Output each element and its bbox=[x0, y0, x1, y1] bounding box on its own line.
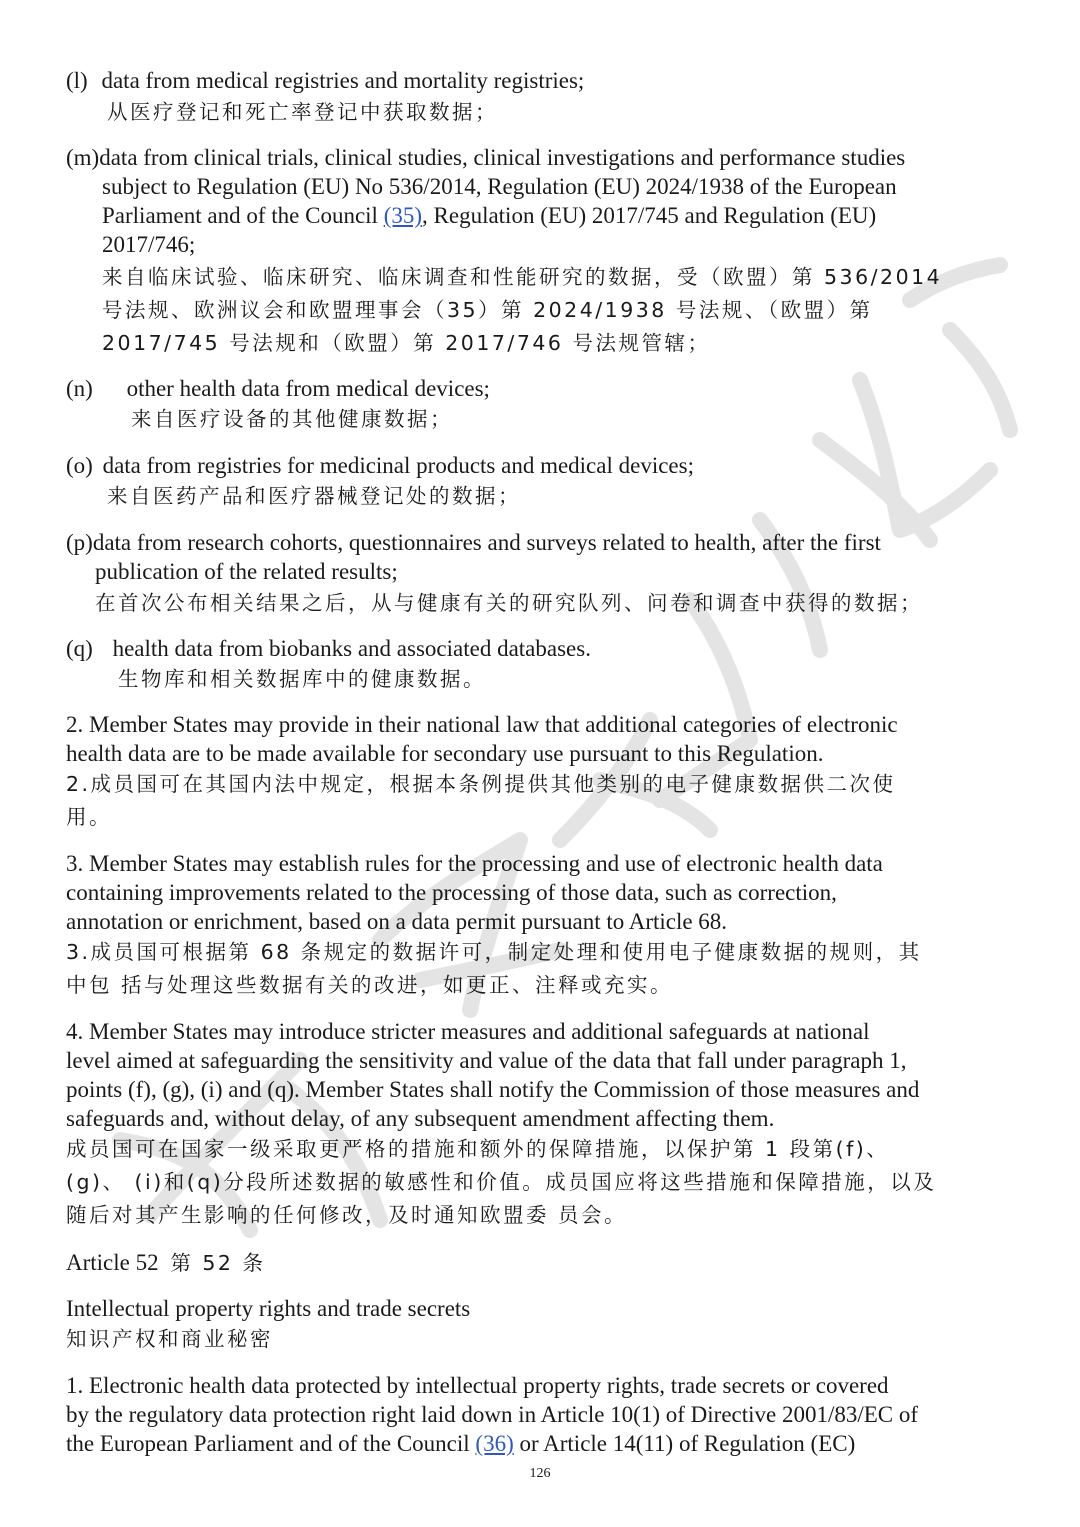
para-3-en-1: 3. Member States may establish rules for the processing and use of electronic health data bbox=[66, 851, 883, 876]
item-m-en-3: Parliament and of the Council (35), Regulation (EU) 2017/745 and Regulation (EU) bbox=[102, 203, 877, 228]
para-2-en-2: health data are to be made available for secondary use pursuant to this Regulation. bbox=[66, 741, 824, 766]
article-para-1-en-2: by the regulatory data protection right laid down in Article 10(1) of Directive 2001/83/EC of bbox=[66, 1402, 919, 1427]
para-4-en-4: safeguards and, without delay, of any subsequent amendment affecting them. bbox=[66, 1106, 775, 1131]
item-marker: (m) bbox=[66, 145, 100, 170]
para-3-en-2: containing improvements related to the processing of those data, such as correction, bbox=[66, 880, 837, 905]
article-para-1-en-1: 1. Electronic health data protected by intellectual property rights, trade secrets or covered bbox=[66, 1373, 889, 1398]
item-m-en-1: (m)data from clinical trials, clinical studies, clinical investigations and performance studies bbox=[66, 145, 906, 170]
item-marker: (p) bbox=[66, 530, 93, 555]
para-2-zh-1: 2.成员国可在其国内法中规定，根据本条例提供其他类别的电子健康数据供二次使 bbox=[66, 772, 896, 796]
item-o-en: (o) data from registries for medicinal products and medical devices; bbox=[66, 453, 694, 478]
item-n-zh: 来自医疗设备的其他健康数据； bbox=[131, 407, 453, 431]
para-4-en-3: points (f), (g), (i) and (q). Member States shall notify the Commission of those measures and bbox=[66, 1077, 920, 1102]
para-2-zh-2: 用。 bbox=[66, 805, 112, 829]
item-m-zh-2: 号法规、欧洲议会和欧盟理事会（35）第 2024/1938 号法规、（欧盟）第 bbox=[102, 298, 873, 322]
para-3-zh-2: 中包 括与处理这些数据有关的改进，如更正、注释或充实。 bbox=[66, 973, 674, 997]
item-marker: (l) bbox=[66, 68, 88, 93]
item-m-en-2: subject to Regulation (EU) No 536/2014, Regulation (EU) 2024/1938 of the European bbox=[102, 174, 897, 199]
item-m-en-4: 2017/746; bbox=[102, 232, 196, 257]
item-p-en-1: (p)data from research cohorts, questionnaires and surveys related to health, after the first bbox=[66, 530, 881, 555]
para-4-zh-1: 成员国可在国家一级采取更严格的措施和额外的保障措施，以保护第 1 段第(f)、 bbox=[66, 1137, 890, 1161]
page-number: 126 bbox=[529, 1466, 551, 1481]
article-title-zh: 知识产权和商业秘密 bbox=[66, 1327, 273, 1351]
para-4-zh-2: (g)、 (i)和(q)分段所述数据的敏感性和价值。成员国应将这些措施和保障措施，以及 bbox=[66, 1170, 937, 1194]
item-p-en-2: publication of the related results; bbox=[95, 559, 398, 584]
para-4-en-1: 4. Member States may introduce stricter measures and additional safeguards at national bbox=[66, 1019, 870, 1044]
article-heading: Article 52 第 52 条 bbox=[66, 1250, 266, 1275]
item-q-en: (q) health data from biobanks and associated databases. bbox=[66, 636, 591, 661]
item-q-zh: 生物库和相关数据库中的健康数据。 bbox=[118, 667, 486, 691]
para-3-en-3: annotation or enrichment, based on a data permit pursuant to Article 68. bbox=[66, 909, 728, 934]
item-o-zh: 来自医药产品和医疗器械登记处的数据； bbox=[107, 484, 521, 508]
item-n-en: (n) other health data from medical devices; bbox=[66, 376, 490, 401]
item-marker: (q) bbox=[66, 636, 93, 661]
footnote-link-36[interactable]: (36) bbox=[475, 1431, 514, 1456]
item-marker: (o) bbox=[66, 453, 93, 478]
item-m-zh-1: 来自临床试验、临床研究、临床调查和性能研究的数据，受（欧盟）第 536/2014 bbox=[102, 265, 943, 289]
para-4-en-2: level aimed at safeguarding the sensitivity and value of the data that fall under paragraph 1, bbox=[66, 1048, 907, 1073]
para-2-en-1: 2. Member States may provide in their national law that additional categories of electronic bbox=[66, 712, 898, 737]
footnote-link-35[interactable]: (35) bbox=[383, 203, 423, 228]
item-m-zh-3: 2017/745 号法规和（欧盟）第 2017/746 号法规管辖； bbox=[102, 331, 711, 355]
para-3-zh-1: 3.成员国可根据第 68 条规定的数据许可，制定处理和使用电子健康数据的规则，其 bbox=[66, 940, 922, 964]
item-p-zh: 在首次公布相关结果之后，从与健康有关的研究队列、问卷和调查中获得的数据； bbox=[95, 591, 923, 615]
para-4-zh-3: 随后对其产生影响的任何修改，及时通知欧盟委 员会。 bbox=[66, 1203, 628, 1227]
article-title-en: Intellectual property rights and trade secrets bbox=[66, 1296, 471, 1321]
item-l-zh: 从医疗登记和死亡率登记中获取数据； bbox=[107, 100, 498, 124]
article-para-1-en-3: the European Parliament and of the Council (36) or Article 14(11) of Regulation (EC) bbox=[66, 1431, 856, 1456]
item-marker: (n) bbox=[66, 376, 93, 401]
item-l-en: (l) data from medical registries and mortality registries; bbox=[66, 68, 585, 93]
